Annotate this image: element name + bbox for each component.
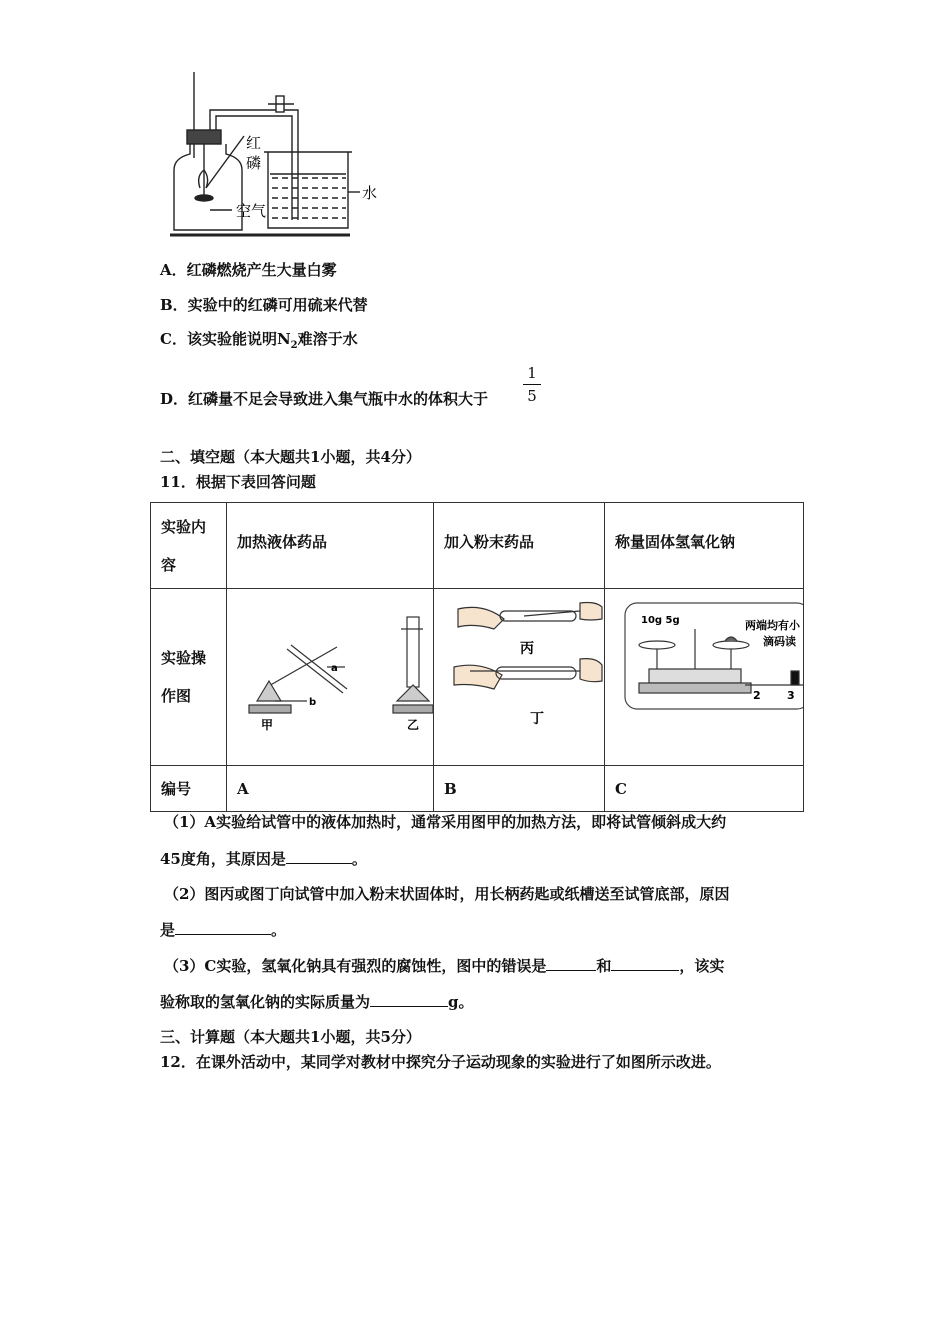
- label-air: 空气: [236, 202, 267, 220]
- choice-a: A．红磷燃烧产生大量白雾: [160, 261, 337, 279]
- table-row-images: [151, 589, 804, 766]
- q3-line2: 验称取的氢氧化钠的实际质量为 g。: [160, 993, 474, 1011]
- table-row-content: [151, 503, 804, 589]
- choice-c-sub: 2: [290, 340, 298, 351]
- balance-figure: [605, 589, 803, 761]
- q3-line1: （3）C实验，氢氧化钠具有强烈的腐蚀性，图中的错误是 和 ，该实: [164, 957, 725, 975]
- row-head-id: 编号: [151, 766, 227, 812]
- label-b: b: [309, 697, 317, 708]
- choice-c: [160, 329, 358, 356]
- q2-line2: 是 。: [160, 921, 287, 939]
- fraction-numerator: 1: [527, 364, 537, 382]
- row-head-content: 实验内 容: [151, 503, 227, 589]
- row-head-images: 实验操 作图: [151, 589, 227, 766]
- id-a: A: [227, 766, 434, 812]
- q2-line1: （2）图丙或图丁向试管中加入粉末状固体时，用长柄药匙或纸槽送至试管底部，原因: [164, 885, 730, 903]
- image-cell-c: [605, 589, 804, 766]
- label-yi: 乙: [407, 718, 420, 732]
- experiment-table: [150, 502, 804, 812]
- col-b-header: 加入粉末药品: [434, 503, 605, 589]
- label-lin: 磷: [246, 154, 262, 172]
- question-12: 12．在课外活动中，某同学对教材中探究分子运动现象的实验进行了如图所示改进。: [160, 1053, 721, 1071]
- question-11: 11．根据下表回答问题: [160, 473, 316, 491]
- section2-heading: 二、填空题（本大题共1小题，共4分）: [160, 448, 421, 466]
- label-hong: 红: [246, 134, 262, 152]
- choice-c-pre: C．该实验能说明N: [160, 330, 291, 348]
- note-1: 两端均有小: [745, 619, 800, 632]
- choice-d: D．红磷量不足会导致进入集气瓶中水的体积大于: [160, 390, 489, 408]
- section3-heading: 三、计算题（本大题共1小题，共5分）: [160, 1028, 421, 1046]
- table-row-ids: [151, 766, 804, 812]
- label-ding: 丁: [530, 711, 544, 727]
- id-c: C: [605, 766, 804, 812]
- col-a-header: 加热液体药品: [227, 503, 434, 589]
- image-cell-a: [227, 589, 434, 766]
- label-bing: 丙: [520, 641, 534, 657]
- q1-line1: （1）A实验给试管中的液体加热时，通常采用图甲的加热方法，即将试管倾斜成大约: [164, 813, 727, 831]
- red-phosphorus-apparatus-figure: [160, 70, 400, 242]
- weights-label: 10g 5g: [641, 615, 680, 626]
- q1-line2: 45度角，其原因是 。: [160, 850, 367, 868]
- choice-b: B．实验中的红磷可用硫来代替: [160, 296, 368, 314]
- label-a: a: [331, 663, 338, 674]
- tick-3: 3: [787, 689, 795, 702]
- fraction-denominator: 5: [527, 387, 537, 405]
- adding-powder-figure: [434, 589, 604, 761]
- id-b: B: [434, 766, 605, 812]
- choice-c-post: 难溶于水: [297, 330, 358, 348]
- tick-2: 2: [753, 689, 761, 702]
- label-jia: 甲: [261, 718, 274, 732]
- col-c-header: 称量固体氢氧化钠: [605, 503, 804, 589]
- fraction-one-fifth: [523, 364, 541, 405]
- label-water: 水: [362, 184, 378, 202]
- heating-liquid-figure: [227, 589, 433, 761]
- image-cell-b: [434, 589, 605, 766]
- note-2: 滴码读: [763, 635, 796, 648]
